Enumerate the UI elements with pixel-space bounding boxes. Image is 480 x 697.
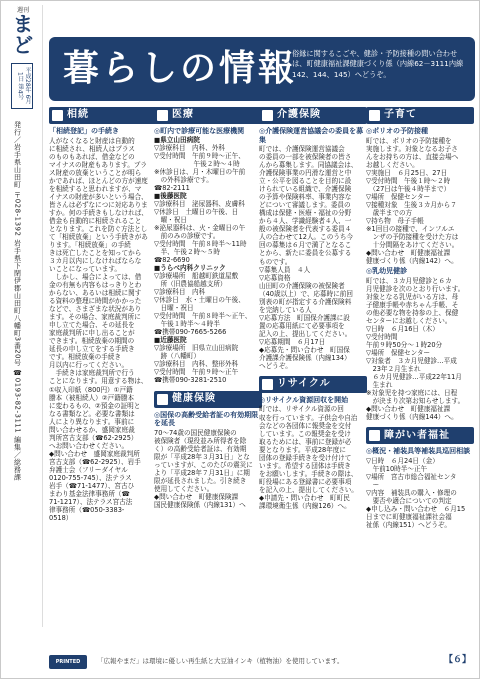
text-line: 問い合わせるか、盛岡家庭裁 — [49, 425, 135, 434]
issue-date-line: 平成28年 — [24, 67, 31, 93]
text-line: 0518） — [49, 514, 73, 522]
text-line: （40歳以上）で、応募時に前回 — [259, 289, 353, 298]
text-line: ▽診療場所 船越町鉄道屋敷 — [154, 272, 239, 281]
section-heading-label: 医療 — [172, 109, 194, 121]
text-line: 手続きは家庭裁判所で行う — [49, 369, 135, 378]
text-line: かであれば、ほとんどの方が速度 — [49, 176, 148, 185]
text-line: ◆問い合わせ 町健康福祉課 — [366, 405, 451, 414]
text-line: ※対象児を持つ家庭には、日程 — [366, 389, 458, 397]
text-line: 月児健診を次のとおり行います。 — [366, 284, 465, 293]
text-line: 山田町の介護保険の被保険者 — [259, 281, 345, 290]
text-line: います。希望する団体は手続き — [259, 461, 351, 470]
section-heading — [154, 107, 262, 124]
text-line: 健康づくり係（内線142）へ。 — [366, 257, 458, 265]
text-line: へどうぞ。 — [259, 361, 292, 370]
text-line: の外科診療です。 — [154, 175, 213, 184]
column-care-insurance — [259, 107, 367, 510]
text-line: ▽応募期間 ６月17日 — [259, 337, 326, 346]
text-line: ☎82-6690 — [154, 256, 190, 264]
text-line: きは死亡したことを知ってから — [49, 248, 142, 257]
section-heading-label: 相続 — [67, 109, 89, 121]
text-line: から４人、学識経験者４人、一 — [259, 217, 352, 226]
text-line: 祉係（内線151）へどうぞ。 — [366, 520, 451, 529]
text-line: すか。何の手続きもしなければ、 — [49, 208, 148, 217]
column-childcare — [366, 107, 474, 529]
square-icon — [262, 379, 273, 390]
text-line: ー — [366, 480, 380, 489]
article-title: ◎ポリオの予防接種 — [366, 127, 429, 135]
text-line: ◆問い合わせ 町健康保険課 — [154, 492, 239, 501]
text-line: イナスの財産が多いという場合、 — [49, 192, 148, 201]
article-body — [49, 137, 157, 523]
text-line: へお問い合わせください。 — [49, 441, 129, 450]
square-icon — [262, 110, 273, 121]
page-title: 暮らしの情報 — [63, 48, 298, 89]
text-line: 構成は保健・医療・福祉の分野 — [259, 209, 352, 218]
text-line: ▽場所 保健センター — [366, 348, 431, 357]
text-line: 要否や適合についての判定 — [366, 496, 452, 505]
text-line: 延長の申し立てをする手続き — [49, 345, 135, 354]
section-heading — [366, 427, 474, 444]
text-line: ▽応募方法 町国保介護課に設 — [259, 313, 350, 322]
article-title: ◎リサイクル資源回収を開始 — [259, 395, 349, 404]
text-line: ▽診療科目 内科、外科 — [154, 143, 226, 152]
text-line: 午前10時半～正午 — [366, 464, 428, 473]
text-line: ▽対象者 ３カ月児健診…平成 — [366, 356, 457, 365]
text-line: をお願いします。手続きの際は、 — [259, 469, 358, 478]
text-line: んから募集します。同協議会は、 — [259, 161, 358, 170]
text-line: ▽受付時間 午後１時～２時 — [366, 176, 451, 185]
text-line: 判所宮古支部（☎62-2925） — [49, 433, 138, 442]
text-line: ☎携帯090-7665-5266 — [154, 328, 227, 337]
text-line: 対象となる乳児がいる方は、母 — [366, 292, 459, 301]
text-line: なる書類など。必要な書類は — [49, 409, 135, 418]
column-medical — [154, 107, 262, 509]
text-line: んをお持ちの方は、直接会場へ — [366, 152, 459, 161]
section-heading-label: 障がい者福祉 — [384, 429, 450, 441]
text-line: けられている組織で、介護保険 — [259, 185, 352, 194]
text-line: ▽受付時間 — [366, 332, 398, 341]
square-icon — [369, 110, 380, 121]
text-line: のものもあれば、借金などの — [49, 152, 135, 161]
text-line: を相続すると思われますが、マ — [49, 184, 142, 193]
article-body — [366, 457, 474, 529]
article-body — [259, 405, 367, 509]
text-line: 金の有無も内容もはっきりとわ — [49, 281, 142, 290]
text-line: ▽実施日 ６月25日、27日 — [366, 168, 448, 177]
text-line: 置の応募用紙にて必要事項を — [259, 321, 345, 330]
text-line: ▽日時 ６月24日（金） — [366, 456, 439, 465]
text-line: まわり基金法律事務所（☎ — [49, 489, 130, 498]
text-line: ▽内容 補装具の購入・修理の — [366, 488, 457, 497]
clinic-name: ■うらべ内科クリニック — [154, 264, 226, 273]
text-line: 収を行っています。子供会や自治 — [259, 413, 358, 422]
text-line: 宮古支部（☎62-2925）、岩手 — [49, 457, 141, 466]
text-line: 課環境衛生係（内線126）へ。 — [259, 501, 351, 510]
clinic-entry — [154, 136, 262, 192]
section-heading — [49, 107, 157, 124]
article-body — [366, 277, 474, 422]
text-line: 生まれ — [366, 380, 393, 389]
text-line: 午前９時50分～１時20分 — [366, 340, 443, 349]
issue-date-line: 6月1日 — [16, 72, 31, 105]
text-line: いことになっています。 — [49, 265, 122, 274]
clinic-name: ■近藤医院 — [154, 336, 187, 345]
text-line: 般の被保険者を代表する委員４ — [259, 225, 352, 234]
text-line: からない、あるいは相続に関す — [49, 289, 142, 298]
article-title: ◎乳幼児健診 — [366, 267, 408, 276]
text-line: ◆問い合わせ 町健康福祉課 — [366, 248, 451, 257]
text-line: 十分間隔をあけてください。 — [366, 240, 459, 249]
text-line: しています。この報奨金を受け — [259, 429, 351, 438]
section-heading — [259, 107, 367, 124]
clinic-list — [154, 136, 262, 385]
article-title: 「相続登記」の手続き — [49, 127, 119, 135]
text-line: ▽診療場所 旧県立山田病院 — [154, 344, 239, 353]
square-icon — [52, 110, 63, 121]
article-title: ◎介護保険運営協議会の委員を募集 — [259, 127, 364, 144]
text-line: 記入の上、提出してください。 — [259, 329, 352, 338]
page-number: 【６】 — [443, 655, 471, 665]
text-line: 子健康手帳や赤ちゃん手帳、そ — [366, 300, 459, 309]
text-line: 人がなくなると財産は自動的 — [49, 136, 135, 145]
text-line: 半、午後２時～５時 — [154, 247, 220, 256]
text-line: 歳半までの方 — [366, 208, 413, 217]
text-line: ◆応募先・問い合わせ 町国保 — [259, 345, 350, 354]
text-line: 日曜・祝日 — [154, 304, 194, 313]
text-line: 23年２月生まれ — [366, 364, 421, 373]
article-body — [154, 429, 262, 509]
article-body — [366, 137, 474, 266]
text-line: 国民健康保険係（内線131）へ — [154, 500, 246, 509]
square-icon — [157, 394, 168, 405]
text-line: ▽場所 保健センター — [366, 192, 431, 201]
text-line: が決まり次第お知らせします。 — [366, 397, 465, 406]
clinic-entry — [154, 336, 262, 384]
article-title: ◎概況・補装具等補装具巡回相談 — [366, 447, 471, 456]
text-line: 要となります。平成28年度に — [259, 445, 346, 454]
text-line: となります。これを防ぐ方法とし — [49, 224, 148, 233]
text-line: る資料の整理に時間がかかった — [49, 297, 142, 306]
text-line: ※泌尿器科は、火・金曜日の午 — [154, 223, 246, 232]
article-body — [259, 145, 367, 370]
text-line: ▽接種対象 生後３カ月から７ — [366, 200, 457, 209]
text-line: （27日は午後４時半まで） — [366, 184, 451, 193]
text-line: 皆さんは必ずなにつに対応ありま — [49, 200, 148, 209]
text-line: ス財産の放棄ということが明ら — [49, 168, 142, 177]
text-line: 前のみの診療です。 — [154, 231, 220, 240]
text-line: ▽受付時間 午前９時～正午 — [154, 368, 239, 377]
square-icon — [369, 430, 380, 441]
text-line: 家庭裁判所に申し出ることが — [49, 329, 135, 338]
text-line: 弁護士会（フリーダイヤル — [49, 465, 128, 474]
text-line: 団体の登録手続きを受け付けて — [259, 453, 352, 462]
text-line: 会などの各団体に報奨金を交付 — [259, 421, 352, 430]
header-note: 俗縁に関するこごや、健診・予防接種の問い合わせは、町健康福祉課健康づくり係（内線62－3111内線142、144、145）へどうぞ。 — [292, 49, 464, 79]
text-line: センターにお越しください。 — [366, 316, 452, 325]
article-title: ◎国保の高齢受給者証の有効期限を延長 — [154, 410, 259, 428]
text-line: 所（旧農協船越支所） — [154, 280, 227, 289]
text-line: ▽休診日 水・土曜日の午後、 — [154, 296, 245, 305]
text-line: ※1回目の接種で、インフルエ — [366, 224, 455, 233]
text-line: です。相続放棄の手続き — [49, 353, 122, 362]
text-line: ▽受付時間 午前８時半～11時 — [154, 239, 247, 248]
column-inheritance — [49, 107, 157, 522]
text-line: ンザの予防接種を受けた方は — [366, 232, 459, 241]
text-line: ▽受付時間 午前９時～正午、 — [154, 151, 245, 160]
text-line: ◆申し込み・問い合わせ ６月15 — [366, 504, 466, 513]
text-line: ことになります。用意する物は、 — [49, 377, 148, 386]
text-line: っていますが、このたびの震災に — [154, 460, 253, 469]
text-line: ものです。 — [259, 257, 292, 266]
text-line: ▽場所 宮古市総合福祉センタ — [366, 472, 457, 481]
clinic-name: ■後藤医院 — [154, 191, 187, 200]
text-line: ☎携帯090-3281-2510 — [154, 376, 227, 385]
text-line: より「平成28年７月31日」に期 — [154, 468, 250, 477]
section-heading-label: 健康保険 — [172, 392, 216, 404]
text-line: 限が「平成28年３月31日」とな — [154, 452, 250, 461]
text-line: できます。相続放棄の期間の — [49, 337, 135, 346]
section-heading-label: 子育て — [384, 109, 417, 121]
text-line: 回の募集は６月で満了となるこ — [259, 241, 352, 250]
text-line: を記入の上、提出してください。 — [259, 485, 358, 494]
text-line: 限が延長されました。引き続き — [154, 476, 247, 485]
text-line: ◆申請先・問い合わせ 町町民 — [259, 493, 350, 502]
text-line: ▽休診日 土曜日の午後、日 — [154, 207, 239, 216]
text-line: ▽診療科目 内科、整形外科 — [154, 360, 239, 369]
text-line: ▽受付時間 午前８時半～正午、 — [154, 312, 252, 321]
text-line: ◆問い合わせ 盛岡家庭裁判所 — [49, 449, 140, 458]
text-line: ▽応募資格 — [259, 273, 291, 282]
clinic-entry — [154, 264, 262, 336]
text-line: 跡（八幡町） — [154, 352, 201, 361]
text-line: ▽診療科目 内科 — [154, 288, 206, 297]
soy-ink-logo: PRINTED WITH SOY INK — [49, 655, 87, 669]
text-line: 町では、介護保険運営協議会 — [259, 145, 345, 154]
text-line: を完納している人 — [259, 305, 312, 314]
text-line: 人により異なります。事前に — [49, 417, 135, 426]
text-line: 立・公平を図ることを目的に設 — [259, 177, 352, 186]
text-line: 使用してください。 — [154, 484, 214, 493]
publisher-label: 週刊 — [16, 7, 29, 14]
text-line: ☎82-2111 — [154, 183, 190, 192]
text-line: しかし、場合によっては、借 — [49, 273, 142, 282]
text-line: 月以内に行ってください。 — [49, 361, 129, 370]
text-line: どについて審議します。委員の — [259, 201, 351, 210]
article-title: ◎町内で診療可能な医療機関 — [154, 127, 245, 135]
text-line: の予算や保険料率、事業内容な — [259, 193, 352, 202]
text-line: ６カ月児健診…平成22年11月 — [366, 372, 462, 381]
text-line: に変わるもの、②預金の証明と — [49, 401, 141, 410]
text-line: 介護保険事業の円滑な運営と中 — [259, 169, 352, 178]
text-line: 町では、３カ月児健診と６カ — [366, 276, 452, 285]
text-line: マイナスの財産もあります。プラ — [49, 160, 147, 169]
text-line: ①収入印紙（800円）①戸籍 — [49, 385, 133, 394]
text-line: ▽日時 ６月16日（木） — [366, 324, 439, 333]
section-heading — [366, 107, 474, 124]
issue-date-line: 第4号 — [16, 83, 24, 100]
publisher-info: 発行／岩手県山田町 〒028-1392 岩手県下閉伊郡山田町八幡町3番20号 ☎0193-82-3111 編集／総務課 — [13, 121, 22, 482]
text-line: ３カ月以内にしなければならな — [49, 257, 142, 265]
section-heading-label: 介護保険 — [277, 109, 321, 121]
masthead-logo — [5, 7, 41, 59]
text-line: 0120-755-745）、法テラス — [49, 473, 132, 482]
text-line: の他必要な物を持参の上、保健 — [366, 308, 459, 317]
text-line: 午後１時半～４時半 — [154, 320, 220, 329]
text-line: 町役場にある登録書に必要事項 — [259, 477, 352, 486]
text-line: ▽募集人員 ４人 — [259, 265, 311, 274]
issue-date-box — [11, 63, 33, 109]
section-heading — [154, 391, 262, 408]
footer-note: 「広報やまだ」は環境に優しい再生紙と大豆油インキ（植物油）を使用しています。 — [97, 657, 344, 666]
text-line: ▽診療科目 泌尿器科、皮膚科 — [154, 199, 245, 208]
text-line: 借金も自動的に相続されること — [49, 216, 142, 225]
text-line: 健康づくり係（内線144）へ。 — [366, 413, 458, 422]
clinic-name: ■県立山田病院 — [154, 135, 200, 144]
text-line: 申し立てた場合、その延長を — [49, 321, 135, 330]
text-line: 70～74歳の国民健康保険の — [154, 428, 237, 437]
text-line: く）の高齢受給者証は、有効期 — [154, 444, 247, 453]
text-line: お越しください。 — [366, 160, 419, 169]
text-line: 71-1217）、法テラス宮古法 — [49, 497, 133, 506]
text-line: 岩手（☎71-1477）、宮古ひ — [49, 481, 135, 490]
text-line: 別表の町が指定する介護保険料 — [259, 297, 352, 306]
text-line: ※休診日は、月・木曜日の午前 — [154, 167, 246, 176]
text-line: 実施します。対象となるお子さ — [366, 144, 458, 153]
text-line: 町では、ポリオの予防接種を — [366, 136, 452, 145]
text-line: 午後２時～４時 — [154, 159, 240, 168]
text-line: ります。「相続放棄」の手続 — [49, 240, 131, 249]
text-line: 町では、リサイクル資源の回 — [259, 405, 344, 414]
text-line: 日までに町健康福祉課社会福 — [366, 512, 452, 521]
text-line: に相続され、相続人はプラス — [49, 144, 135, 153]
text-line: 律事務所（☎050-3383- — [49, 505, 125, 514]
text-line: とから、新たに委員を公募する — [259, 249, 352, 258]
text-line: の委員の一部を被保険者の皆さ — [259, 153, 352, 162]
text-line: て「相続放棄」という手続きがあ — [49, 232, 148, 241]
section-heading-label: リサイクル — [277, 378, 331, 390]
masthead-strip — [3, 5, 43, 627]
page-header — [49, 37, 475, 101]
logo-text: まど — [13, 12, 33, 58]
text-line: などで、さまざまな状況があり — [49, 305, 142, 314]
text-line: 取るためには、事前に登録が必 — [259, 437, 352, 446]
clinic-entry — [154, 192, 262, 264]
text-line: ▽持ち物 母子手帳 — [366, 216, 424, 225]
text-line: 介護課介護保険係（内線134） — [259, 353, 351, 362]
section-heading — [259, 376, 367, 393]
text-line: ます。その場合、家庭裁判所に — [49, 313, 141, 322]
text-line: 人の合わせて12人。このうち今 — [259, 233, 354, 242]
text-line: 被保険者（現役並み所得者を除 — [154, 436, 247, 445]
text-line: 謄本（被相続人）②戸籍謄本 — [49, 393, 135, 402]
square-icon — [157, 110, 168, 121]
text-line: 曜・祝日 — [154, 215, 187, 224]
page-footer — [49, 653, 475, 693]
